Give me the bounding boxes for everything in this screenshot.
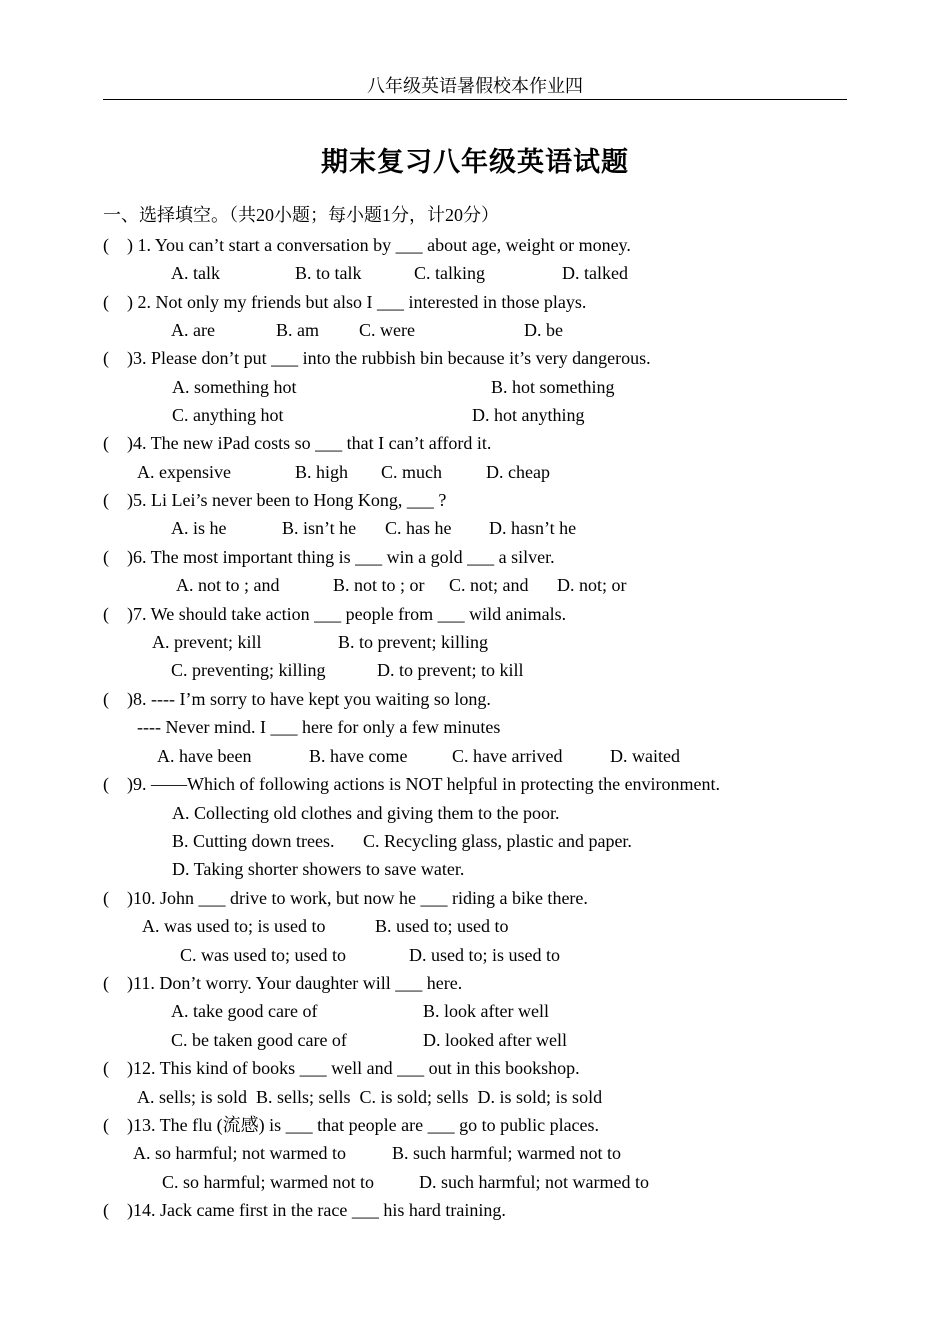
option-1b: B. to talk: [295, 263, 362, 283]
option-4a: A. expensive: [137, 462, 231, 482]
page-title: 期末复习八年级英语试题: [321, 147, 629, 178]
option-13b: B. such harmful; warmed not to: [392, 1143, 621, 1163]
question-5: ( )5. Li Lei’s never been to Hong Kong, ___ ?: [103, 490, 447, 510]
option-6d: D. not; or: [557, 575, 627, 595]
question-10: ( )10. John ___ drive to work, but now he ___ riding a bike there.: [103, 888, 588, 908]
option-9b: B. Cutting down trees.: [172, 831, 335, 851]
option-6c: C. not; and: [449, 575, 529, 595]
option-2b: B. am: [276, 320, 319, 340]
option-4d: D. cheap: [486, 462, 550, 482]
option-1c: C. talking: [414, 263, 485, 283]
option-9c: C. Recycling glass, plastic and paper.: [363, 831, 632, 851]
question-13: ( )13. The flu (流感) is ___ that people are ___ go to public places.: [103, 1115, 600, 1135]
option-11b: B. look after well: [423, 1001, 549, 1021]
option-13d: D. such harmful; not warmed to: [419, 1172, 649, 1192]
option-7a: A. prevent; kill: [152, 632, 262, 652]
option-2a: A. are: [171, 320, 215, 340]
option-3b: B. hot something: [491, 377, 615, 397]
option-6a: A. not to ; and: [176, 575, 280, 595]
option-10d: D. used to; is used to: [409, 945, 560, 965]
option-8d: D. waited: [610, 746, 680, 766]
option-8b: B. have come: [309, 746, 408, 766]
option-5b: B. isn’t he: [282, 518, 357, 538]
question-9: ( )9. ——Which of following actions is NOT helpful in protecting the environment.: [103, 774, 721, 794]
option-10b: B. used to; used to: [375, 916, 509, 936]
option-9d: D. Taking shorter showers to save water.: [172, 859, 465, 879]
option-2c: C. were: [359, 320, 415, 340]
option-5a: A. is he: [171, 518, 227, 538]
option-6b: B. not to ; or: [333, 575, 425, 595]
question-2: ( ) 2. Not only my friends but also I ___ interested in those plays.: [103, 292, 587, 312]
option-11a: A. take good care of: [171, 1001, 318, 1021]
question-12: ( )12. This kind of books ___ well and ___ out in this bookshop.: [103, 1058, 580, 1078]
question-14: ( )14. Jack came first in the race ___ his hard training.: [103, 1200, 506, 1220]
option-1d: D. talked: [562, 263, 628, 283]
option-2d: D. be: [524, 320, 563, 340]
option-10c: C. was used to; used to: [180, 945, 346, 965]
question-6: ( )6. The most important thing is ___ win a gold ___ a silver.: [103, 547, 555, 567]
option-11c: C. be taken good care of: [171, 1030, 347, 1050]
option-10a: A. was used to; is used to: [142, 916, 326, 936]
option-1a: A. talk: [171, 263, 220, 283]
question-8-reply: ---- Never mind. I ___ here for only a few minutes: [137, 717, 501, 737]
question-11: ( )11. Don’t worry. Your daughter will ___ here.: [103, 973, 463, 993]
options-12: A. sells; is sold B. sells; sells C. is sold; sells D. is sold; is sold: [137, 1087, 603, 1107]
page-header: 八年级英语暑假校本作业四: [103, 74, 847, 100]
question-3: ( )3. Please don’t put ___ into the rubbish bin because it’s very dangerous.: [103, 348, 651, 368]
option-4b: B. high: [295, 462, 349, 482]
option-3d: D. hot anything: [472, 405, 585, 425]
option-4c: C. much: [381, 462, 442, 482]
option-7b: B. to prevent; killing: [338, 632, 488, 652]
question-1: ( ) 1. You can’t start a conversation by ___ about age, weight or money.: [103, 235, 631, 255]
option-7d: D. to prevent; to kill: [377, 660, 524, 680]
option-5c: C. has he: [385, 518, 452, 538]
option-8c: C. have arrived: [452, 746, 563, 766]
section-heading: 一、选择填空。（共20小题；每小题1分，计20分）: [103, 205, 499, 225]
option-13c: C. so harmful; warmed not to: [162, 1172, 374, 1192]
question-8: ( )8. ---- I’m sorry to have kept you waiting so long.: [103, 689, 491, 709]
option-13a: A. so harmful; not warmed to: [133, 1143, 346, 1163]
option-3a: A. something hot: [172, 377, 297, 397]
question-4: ( )4. The new iPad costs so ___ that I can’t afford it.: [103, 433, 492, 453]
option-11d: D. looked after well: [423, 1030, 567, 1050]
option-5d: D. hasn’t he: [489, 518, 577, 538]
question-7: ( )7. We should take action ___ people from ___ wild animals.: [103, 604, 567, 624]
option-7c: C. preventing; killing: [171, 660, 326, 680]
option-9a: A. Collecting old clothes and giving them to the poor.: [172, 803, 560, 823]
option-3c: C. anything hot: [172, 405, 284, 425]
option-8a: A. have been: [157, 746, 252, 766]
